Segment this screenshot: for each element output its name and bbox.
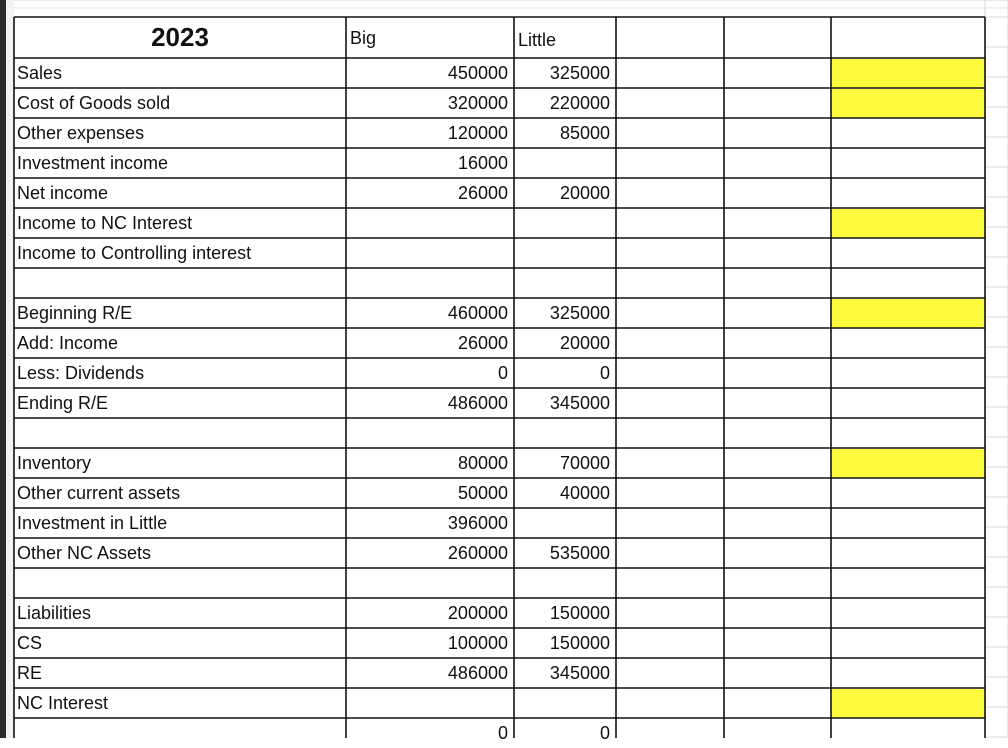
cell-big[interactable]: 450000: [447, 63, 508, 83]
window-edge: [0, 0, 6, 738]
cell-big[interactable]: 486000: [447, 663, 508, 683]
row-label[interactable]: Less: Dividends: [17, 363, 145, 383]
cell-big[interactable]: 200000: [447, 603, 508, 623]
cell-big[interactable]: 320000: [447, 93, 508, 113]
cell-little[interactable]: 150000: [549, 633, 610, 653]
row-label[interactable]: Liabilities: [17, 603, 92, 623]
cell-big[interactable]: 260000: [447, 543, 508, 563]
highlight-cell: [832, 449, 985, 478]
row-label[interactable]: Other current assets: [17, 483, 181, 503]
highlight-cell: [832, 209, 985, 238]
row-label[interactable]: Inventory: [17, 453, 92, 473]
cell-big[interactable]: 0: [497, 363, 508, 383]
cell-big[interactable]: 486000: [447, 393, 508, 413]
cell-big[interactable]: 396000: [447, 513, 508, 533]
cell-little[interactable]: 0: [599, 723, 610, 743]
highlight-cell: [832, 689, 985, 718]
row-label[interactable]: Income to Controlling interest: [17, 243, 252, 263]
cell-little[interactable]: 40000: [559, 483, 610, 503]
cell-big[interactable]: 460000: [447, 303, 508, 323]
cell-big[interactable]: 0: [497, 723, 508, 743]
highlight-cell: [832, 89, 985, 118]
row-label[interactable]: Investment income: [17, 153, 169, 173]
highlight-cell: [832, 299, 985, 328]
row-label[interactable]: RE: [17, 663, 43, 683]
cell-big[interactable]: 120000: [447, 123, 508, 143]
cell-little[interactable]: 325000: [549, 303, 610, 323]
cell-big[interactable]: 50000: [457, 483, 508, 503]
row-label[interactable]: Add: Income: [17, 333, 119, 353]
cell-little[interactable]: 535000: [549, 543, 610, 563]
row-label[interactable]: Investment in Little: [17, 513, 168, 533]
cell-little[interactable]: 20000: [559, 333, 610, 353]
row-label[interactable]: Cost of Goods sold: [17, 93, 171, 113]
column-header-big[interactable]: Big: [350, 28, 377, 48]
cell-big[interactable]: 80000: [457, 453, 508, 473]
row-label[interactable]: Income to NC Interest: [17, 213, 193, 233]
cell-big[interactable]: 26000: [457, 333, 508, 353]
cell-little[interactable]: 220000: [549, 93, 610, 113]
cell-big[interactable]: 26000: [457, 183, 508, 203]
cell-little[interactable]: 325000: [549, 63, 610, 83]
row-label[interactable]: Other expenses: [17, 123, 145, 143]
cell-little[interactable]: 345000: [549, 393, 610, 413]
row-label[interactable]: Net income: [17, 183, 109, 203]
row-label[interactable]: Beginning R/E: [17, 303, 133, 323]
cell-big[interactable]: 16000: [457, 153, 508, 173]
cell-little[interactable]: 85000: [559, 123, 610, 143]
column-header-little[interactable]: Little: [518, 30, 557, 50]
cell-little[interactable]: 20000: [559, 183, 610, 203]
cell-little[interactable]: 150000: [549, 603, 610, 623]
cell-big[interactable]: 100000: [447, 633, 508, 653]
cell-little[interactable]: 345000: [549, 663, 610, 683]
row-label[interactable]: Sales: [17, 63, 63, 83]
cell-little[interactable]: 70000: [559, 453, 610, 473]
highlight-cell: [832, 59, 985, 88]
row-label[interactable]: Other NC Assets: [17, 543, 152, 563]
row-label[interactable]: Ending R/E: [17, 393, 109, 413]
cell-little[interactable]: 0: [599, 363, 610, 383]
row-label[interactable]: CS: [17, 633, 43, 653]
row-gutter: [6, 0, 14, 738]
sheet-title[interactable]: 2023: [151, 22, 209, 52]
row-label[interactable]: NC Interest: [17, 693, 109, 713]
